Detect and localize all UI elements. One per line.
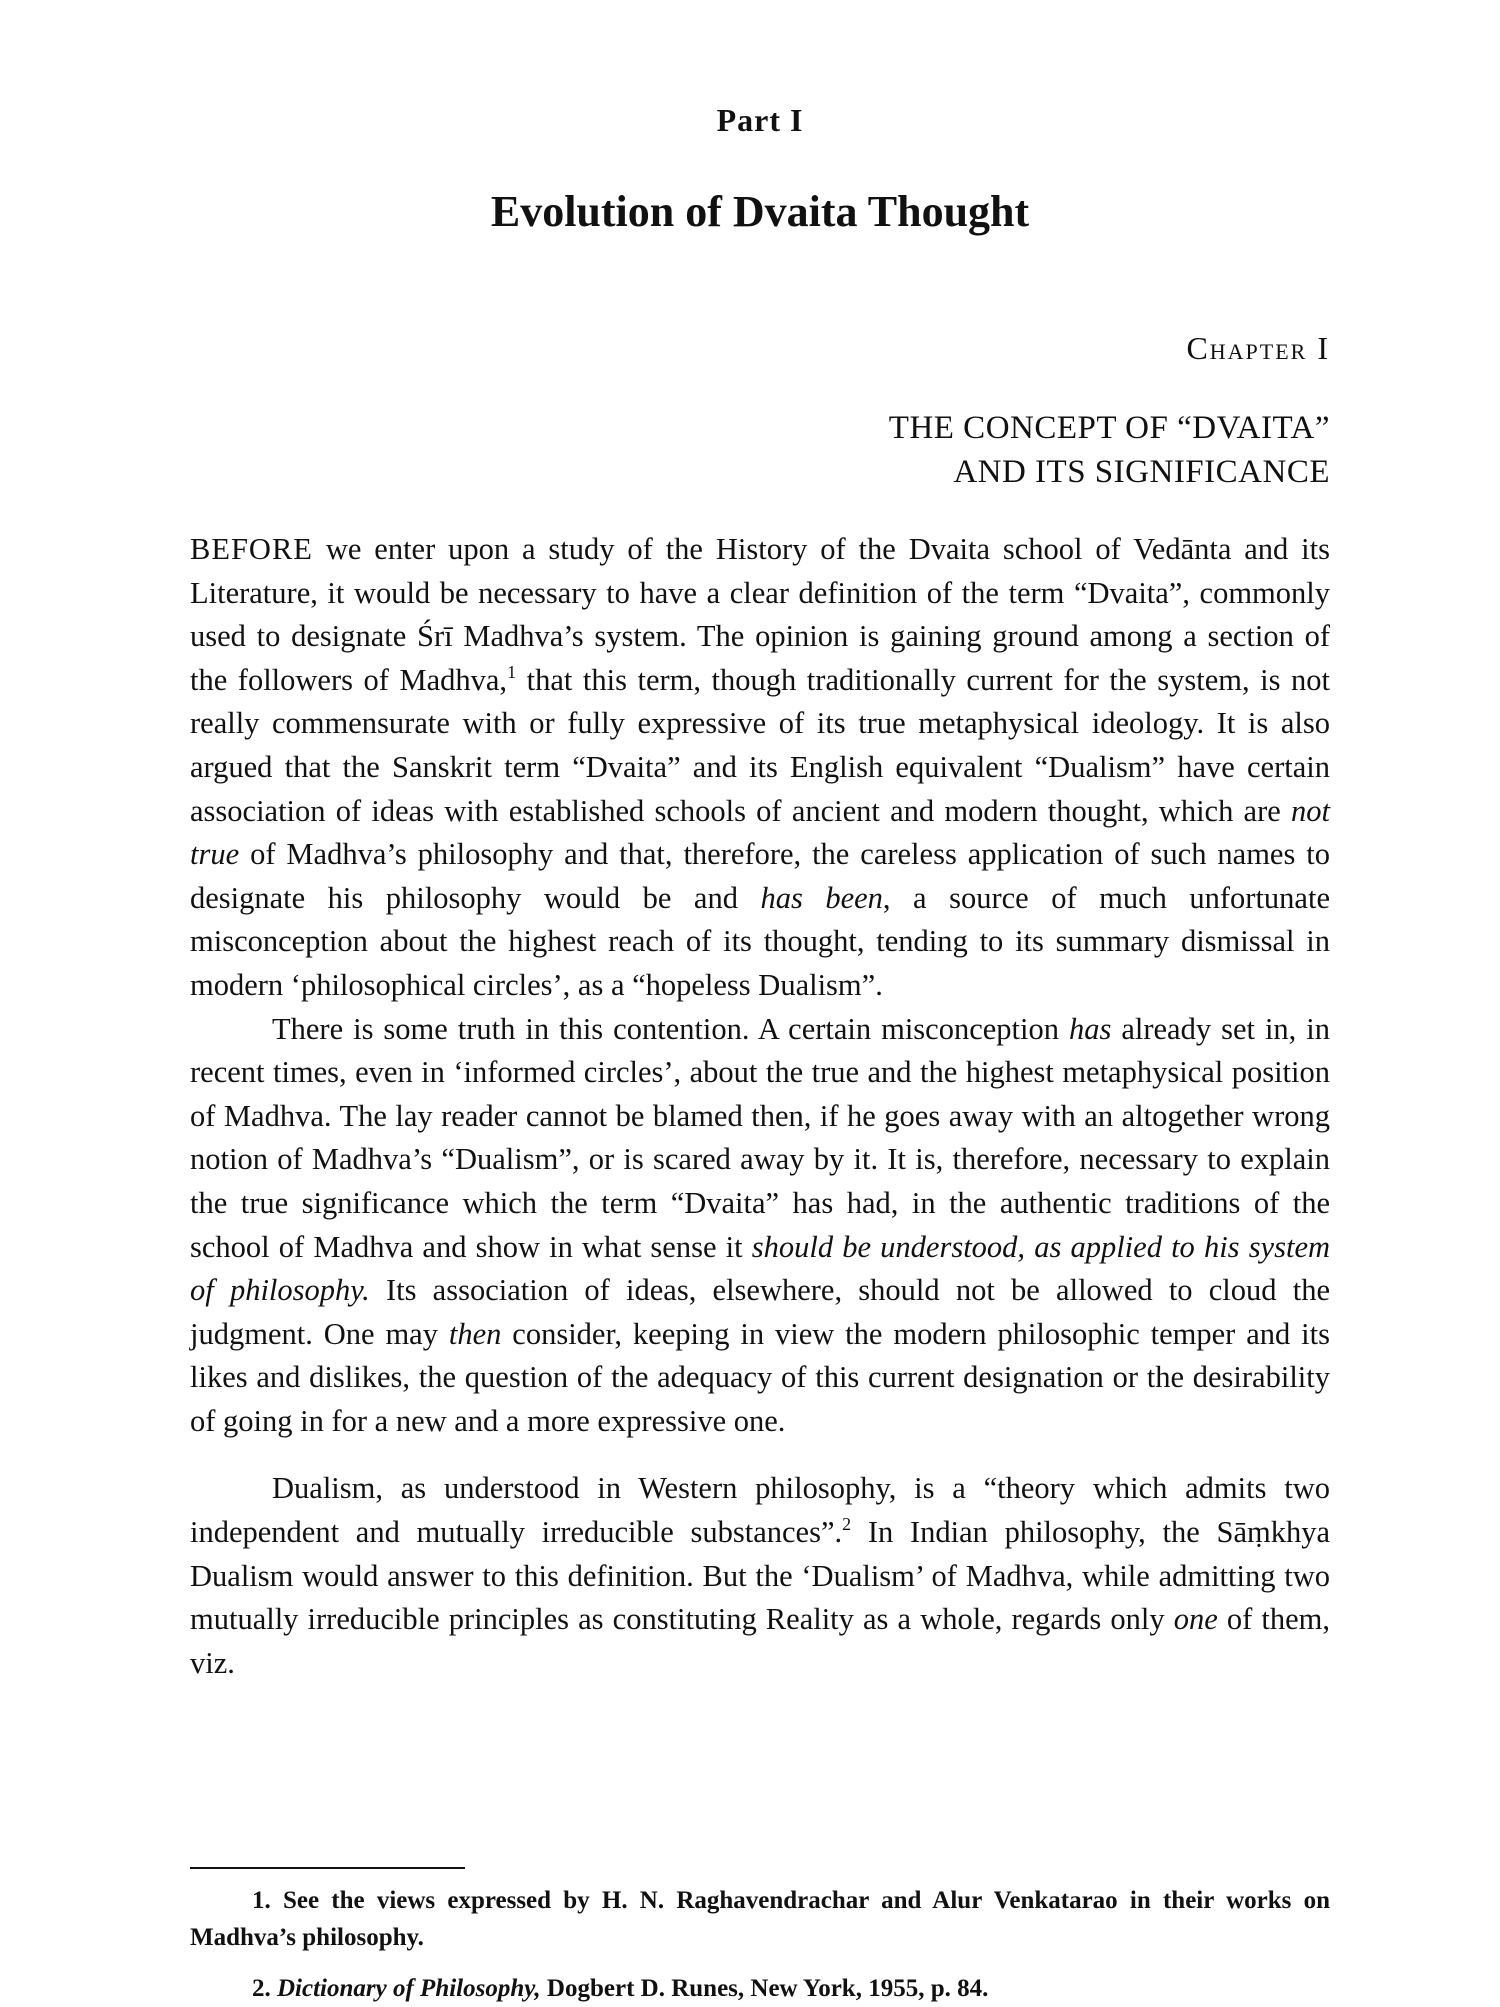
chapter-title-line-1: THE CONCEPT OF “DVAITA” bbox=[888, 410, 1330, 446]
footnote-2-citation: Dogbert D. Runes, New York, 1955, p. 84. bbox=[540, 1975, 989, 2002]
body-text bbox=[190, 528, 1330, 1685]
emphasis-then: then bbox=[448, 1316, 502, 1351]
footnote-2-title: Dictionary of Philosophy, bbox=[277, 1975, 541, 2002]
part-label: Part I bbox=[716, 102, 804, 138]
chapter-title bbox=[889, 406, 1330, 494]
footnotes bbox=[190, 1882, 1330, 2007]
emphasis-should-be-understood: should be understood, as applied to his system of philosophy. bbox=[190, 1229, 1331, 1308]
paragraph-2-text-1: There is some truth in this contention. A certain misconception bbox=[272, 1011, 1069, 1046]
paragraph-2-text-4: consider, keeping in view the modern philosophic temper and its likes and dislikes, the question of the adequacy of this current designation or the desirability of going in for a new and a more expressive one. bbox=[190, 1316, 1330, 1438]
emphasis-not-true: not true bbox=[190, 793, 1330, 872]
paragraph-1-text-1: we enter upon a study of the History of the Dvaita school of Vedānta and its Literature, it would be necessary to have a clear definition of the term “Dvaita”, commonly used to designate Śrī Madhva’s system. The opinion is gaining ground among a section of the followers of Madhva, bbox=[190, 532, 1330, 697]
paragraph-2-text-3: Its association of ideas, elsewhere, should not be allowed to cloud the judgment. One may bbox=[190, 1273, 1330, 1351]
paragraph-3-text-2: In Indian philosophy, the Sāṃkhya Dualism would answer to this definition. But the ‘Dualism’ of Madhva, while admitting two mutually irreducible principles as constituting Reality as a whole, regards only bbox=[190, 1515, 1331, 1637]
emphasis-has: has bbox=[1068, 1011, 1112, 1046]
paragraph-3-text-3: of them, viz. bbox=[190, 1602, 1330, 1680]
paragraph-1 bbox=[190, 528, 1330, 1008]
lead-word: BEFORE bbox=[190, 532, 313, 566]
footnote-2 bbox=[190, 1970, 1330, 2007]
footnote-ref-1: 1 bbox=[507, 661, 517, 682]
footnote-1: 1. See the views expressed by H. N. Raghavendrachar and Alur Venkatarao in their works on Madhva’s philosophy. bbox=[190, 1887, 1330, 1951]
footnote-ref-2: 2 bbox=[842, 1514, 852, 1535]
paragraph-1-text-4: , a source of much unfortunate misconception about the highest reach of its thought, tending to its summary dismissal in modern ‘philosophical circles’, as a “hopeless Dualism”. bbox=[190, 880, 1330, 1002]
footnote-divider bbox=[190, 1867, 465, 1869]
paragraph-2-text-2: already set in, in recent times, even in ‘informed circles’, about the true and the highest metaphysical position of Madhva. The lay reader cannot be blamed then, if he goes away with an altogether wrong notion of Madhva’s “Dualism”, or is scared away by it. It is, therefore, necessary to explain the true significance which the term “Dvaita” has had, in the authentic traditions of the school of Madhva and show in what sense it bbox=[190, 1011, 1331, 1264]
chapter-label: Chapter I bbox=[1186, 330, 1330, 366]
emphasis-one: one bbox=[1173, 1602, 1218, 1637]
paragraph-3-text-1: Dualism, as understood in Western philosophy, is a “theory which admits two independent and mutually irreducible substances”. bbox=[190, 1471, 1330, 1550]
paragraph-2 bbox=[190, 1008, 1330, 1444]
paragraph-3 bbox=[190, 1467, 1330, 1685]
footnote-2-number: 2. bbox=[252, 1975, 277, 2002]
chapter-title-line-2: AND ITS SIGNIFICANCE bbox=[953, 454, 1330, 490]
part-title: Evolution of Dvaita Thought bbox=[490, 187, 1030, 236]
book-page bbox=[190, 0, 1330, 2000]
emphasis-has-been: has been bbox=[760, 880, 883, 915]
paragraph-1-text-2: that this term, though traditionally current for the system, is not really commensurate with or fully expressive of its true metaphysical ideology. It is also argued that the Sanskrit term “Dvaita” and its English equivalent “Dualism” have certain association of ideas with established schools of ancient and modern thought, which are bbox=[190, 662, 1330, 828]
paragraph-1-text-3: of Madhva’s philosophy and that, therefore, the careless application of such names to designate his philosophy would be and bbox=[190, 837, 1330, 915]
